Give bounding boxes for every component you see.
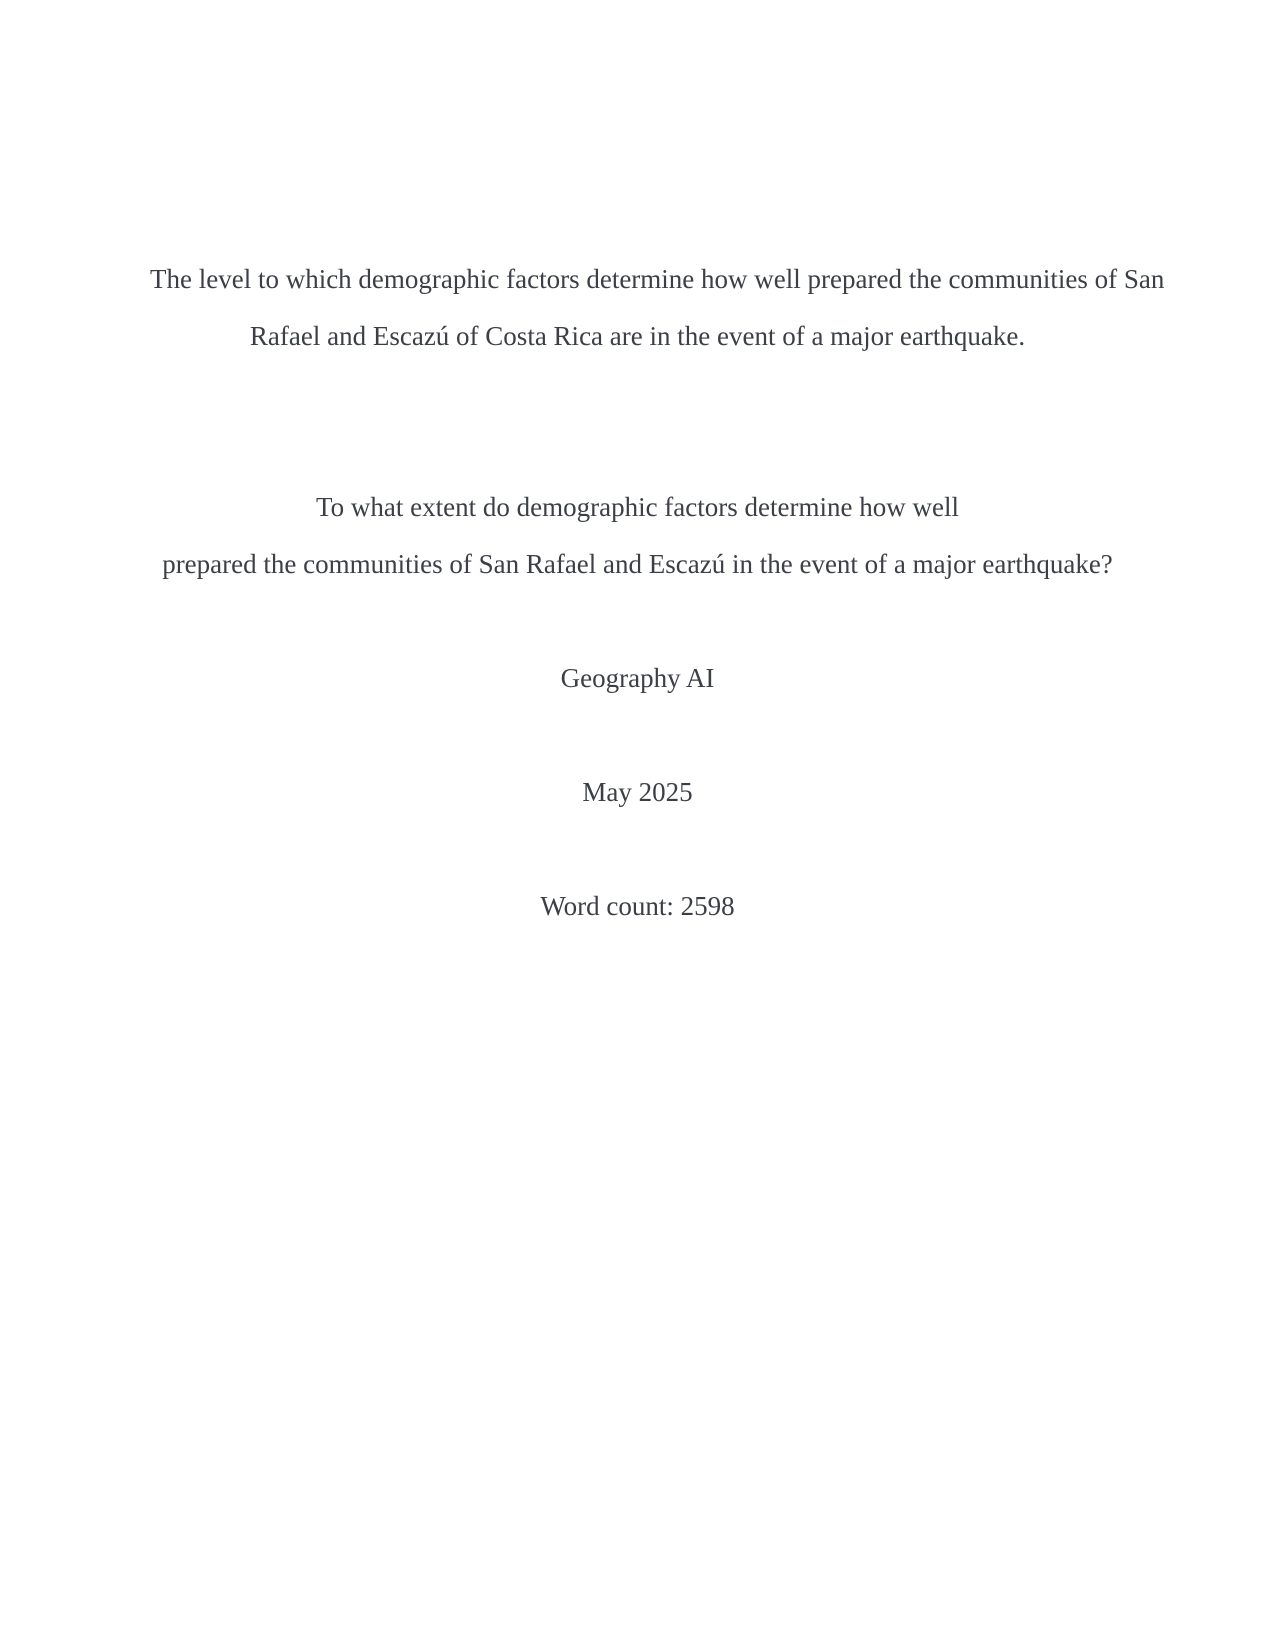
research-question-line-1: To what extent do demographic factors determine how well: [316, 492, 959, 522]
research-question-line-2: prepared the communities of San Rafael and Escazú in the event of a major earthquake?: [162, 549, 1113, 579]
document-title-line-1: The level to which demographic factors determine how well prepared the communities of San: [150, 264, 1165, 294]
word-count-label: Word count: 2598: [540, 891, 735, 921]
date-label: May 2025: [582, 777, 693, 807]
document-title-line-2: Rafael and Escazú of Costa Rica are in the event of a major earthquake.: [249, 321, 1026, 351]
subject-label: Geography AI: [560, 663, 715, 693]
